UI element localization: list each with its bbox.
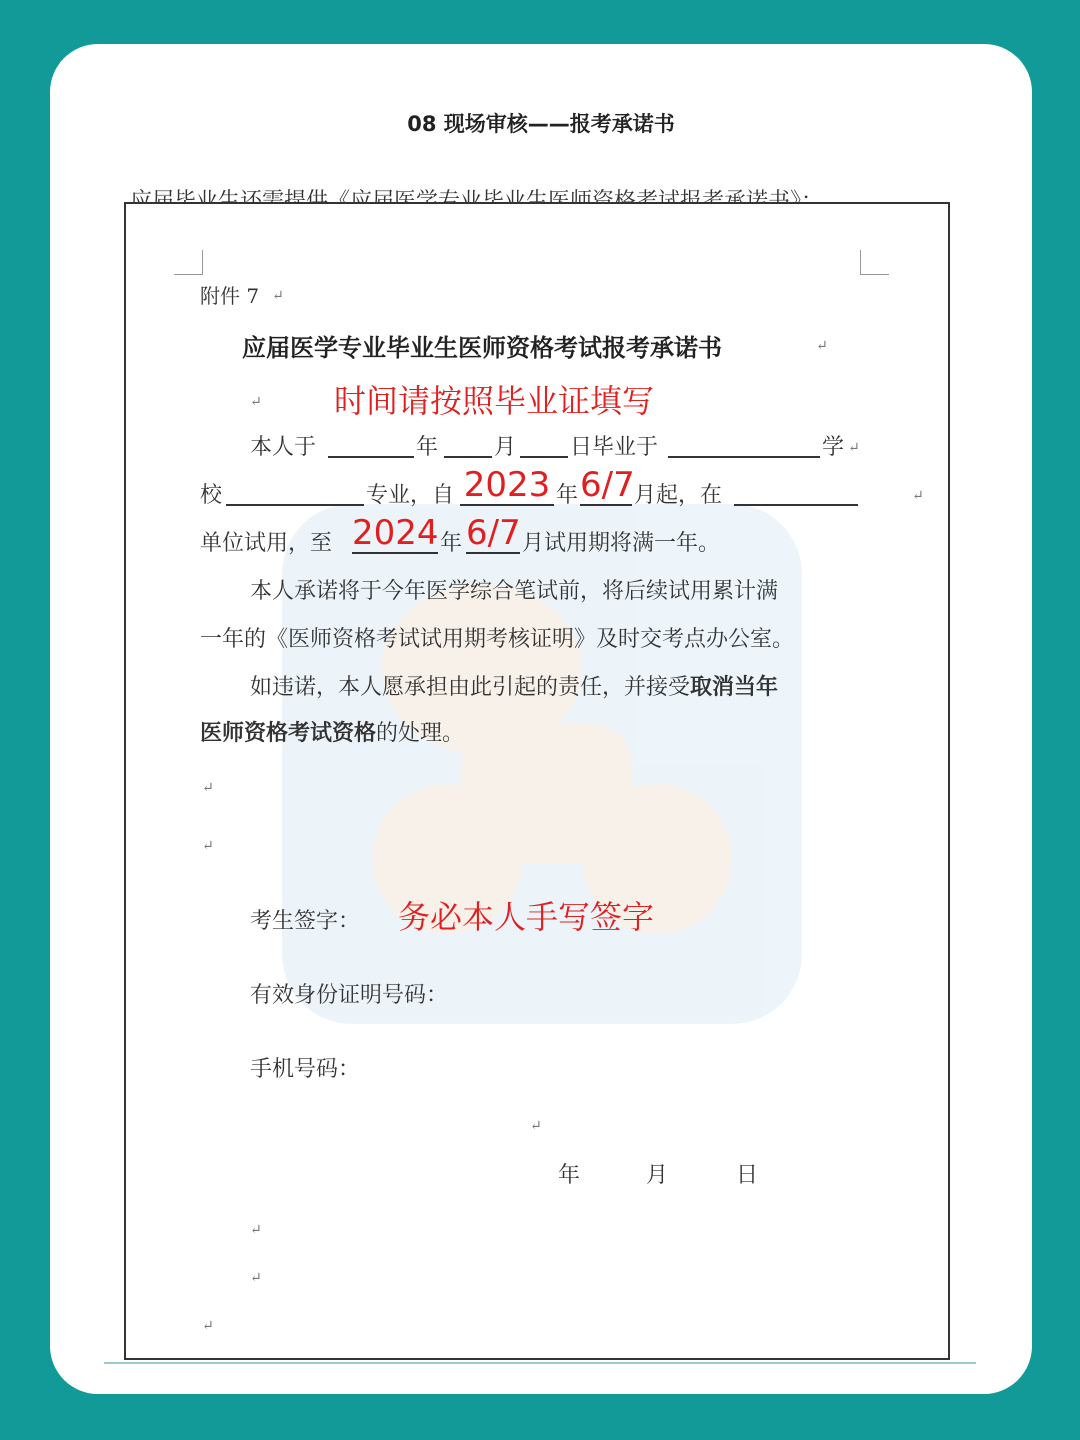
card-title: 08 现场审核——报考承诺书 xyxy=(407,112,675,136)
attachment-label: 附件 7 xyxy=(200,284,260,308)
signature-label: 考生签字： xyxy=(250,909,361,934)
blank-major xyxy=(226,504,364,506)
promise-paragraph: 本人承诺将于今年医学综合笔试前，将后续试用累计满 xyxy=(250,579,779,604)
date-day-label: 日 xyxy=(736,1163,759,1188)
line1-text: 本人于 xyxy=(250,435,317,460)
filled-end-month: 6/7 xyxy=(466,513,521,553)
blank-grad-month xyxy=(444,456,492,458)
blank-grad-day xyxy=(520,456,568,458)
filled-end-year: 2024 xyxy=(352,513,439,553)
phone-label: 手机号码： xyxy=(250,1057,361,1082)
annotation-signature: 务必本人手写签字 xyxy=(398,898,655,936)
blank-unit xyxy=(734,504,858,506)
filled-start-month: 6/7 xyxy=(580,465,635,505)
date-month-label: 月 xyxy=(646,1163,669,1188)
id-number-label: 有效身份证明号码： xyxy=(250,983,449,1008)
date-year-label: 年 xyxy=(558,1163,581,1188)
document-page: 附件 7 ↵ 应届医学专业毕业生医师资格考试报考承诺书 ↵ ↵ 时间请按照毕业证填写 本人于 年 月 日毕业于 学 ↵ 校 专业，自 2023 年 6/7 月起，在 ↵ 单位试用，至 2024 年 6/7 月试用期将满一年。 本人承诺将于今年医学综合笔试前，将后续试用累计满 一年的《医师资格考试试用期考核证明》及时交考点办公室。 如违诺，本人愿承担由此引起的责任，并接受取消当年 医师资格考试资格的处理。 ↵ ↵ 考生签字： 务必本人手写签字 有效身份证明号码： 手机号码： ↵ 年 月 日 ↵ ↵ ↵ xyxy=(124,202,950,1360)
page-corner-mark xyxy=(174,250,203,275)
violation-paragraph: 如违诺，本人愿承担由此引起的责任，并接受取消当年 xyxy=(250,674,779,700)
bottom-divider xyxy=(104,1362,976,1364)
filled-start-year: 2023 xyxy=(460,466,554,506)
content-card xyxy=(50,44,1032,1394)
blank-school xyxy=(668,456,820,458)
page-corner-mark xyxy=(860,250,889,275)
document-title: 应届医学专业毕业生医师资格考试报考承诺书 xyxy=(242,333,722,362)
annotation-time: 时间请按照毕业证填写 xyxy=(334,382,655,420)
blank-grad-year xyxy=(328,456,414,458)
